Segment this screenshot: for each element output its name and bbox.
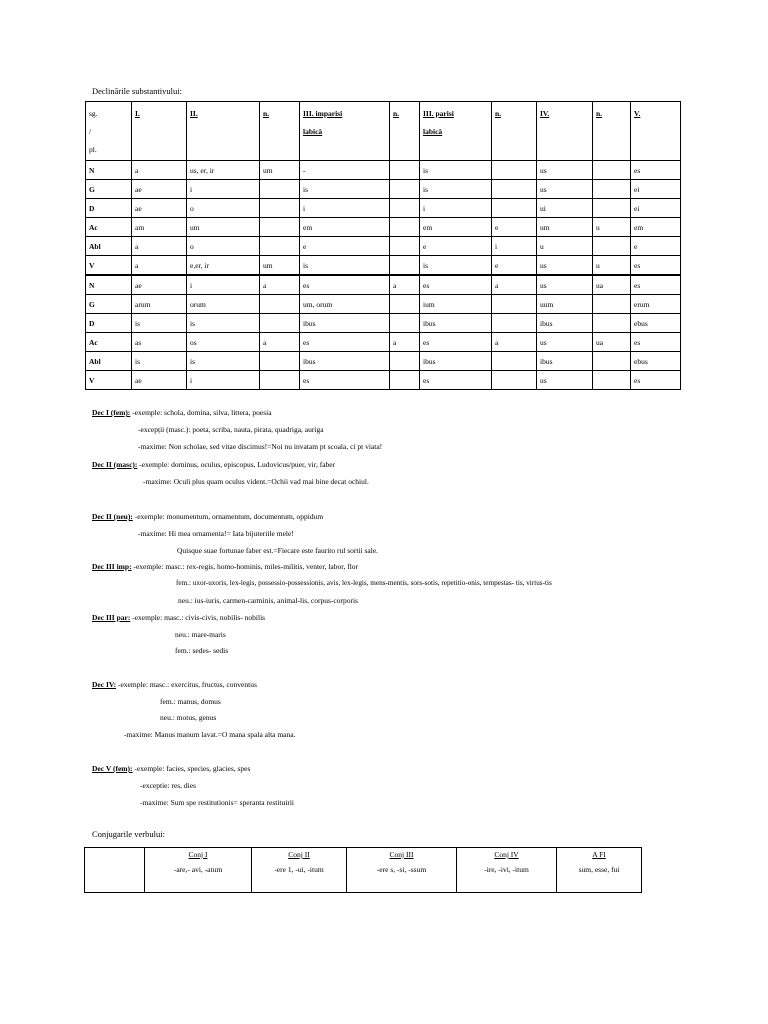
decl-3i-neu: neu.: ius-iuris, carmen-carminis, animal-lis, corpus-corporis: [178, 596, 358, 605]
declension-row: [86, 199, 681, 218]
case-label: N: [86, 161, 132, 180]
declension-title: Declinările substantivului:: [92, 86, 182, 96]
ending-cell: ium: [420, 295, 492, 314]
case-label: Abl: [86, 237, 132, 256]
ending-cell: is: [420, 161, 492, 180]
ending-cell: [390, 161, 420, 180]
ending-cell: [260, 218, 300, 237]
ending-cell: is: [187, 352, 260, 371]
ending-cell: e: [300, 237, 390, 256]
conjugation-cell: [457, 848, 557, 893]
decl-1-label: Dec I (fem):: [92, 408, 131, 417]
case-label: V: [86, 371, 132, 390]
decl-5-examples: -exemple: facies, species, glacies, spes: [132, 764, 251, 773]
case-label: Abl: [86, 352, 132, 371]
ending-cell: [390, 237, 420, 256]
ending-cell: a: [492, 275, 537, 295]
ending-cell: e: [492, 256, 537, 276]
conjugation-cell: [252, 848, 347, 893]
ending-cell: [593, 237, 631, 256]
declension-header-cell: [593, 102, 631, 161]
ending-cell: a: [390, 275, 420, 295]
ending-cell: ibus: [537, 352, 593, 371]
declension-header-row: [86, 102, 681, 161]
ending-cell: is: [132, 352, 187, 371]
declension-header-text: III. imparisi: [303, 109, 343, 118]
ending-cell: es: [631, 333, 681, 352]
conjugation-cell: [557, 848, 642, 893]
ending-cell: a: [132, 237, 187, 256]
case-label: G: [86, 180, 132, 199]
declension-header-cell: [260, 102, 300, 161]
ending-cell: a: [390, 333, 420, 352]
ending-cell: a: [260, 275, 300, 295]
decl-4-maxim: -maxime: Manus manum lavat.=O mana spala alta mana.: [124, 730, 296, 739]
ending-cell: es: [300, 333, 390, 352]
ending-cell: o: [187, 237, 260, 256]
conjugation-head: Conj IV: [494, 850, 519, 859]
ending-cell: [492, 199, 537, 218]
conjugation-head: Conj I: [188, 850, 208, 859]
declension-header-text: n.: [495, 109, 502, 118]
conjugation-cell: [145, 848, 252, 893]
conjugation-table: [84, 847, 642, 893]
ending-cell: i: [300, 199, 390, 218]
decl-3i-label: Dec III imp:: [92, 562, 132, 571]
ending-cell: ibus: [420, 314, 492, 333]
ending-cell: is: [300, 256, 390, 276]
ending-cell: ebus: [631, 352, 681, 371]
decl-4-notes: [92, 680, 257, 689]
decl-2m-maxim: -maxime: Oculi plus quam oculus vident.=Ochii vad mai bine decat ochiul.: [143, 477, 369, 486]
declension-header-cell: [631, 102, 681, 161]
declension-header-text: n.: [263, 109, 270, 118]
ending-cell: i: [187, 180, 260, 199]
ending-cell: erum: [631, 295, 681, 314]
ending-cell: is: [420, 256, 492, 276]
decl-2m-notes: [92, 460, 335, 469]
ending-cell: [260, 371, 300, 390]
ending-cell: e: [492, 218, 537, 237]
ending-cell: ae: [132, 371, 187, 390]
ending-cell: [593, 295, 631, 314]
conjugation-cell: [347, 848, 457, 893]
case-label: Ac: [86, 218, 132, 237]
decl-4-neu: neu.: motus, genus: [160, 713, 217, 722]
ending-cell: a: [132, 256, 187, 276]
ending-cell: arum: [132, 295, 187, 314]
declension-header-cell: [132, 102, 187, 161]
declension-header-text: pl.: [89, 145, 97, 154]
conjugation-endings: -ire, -ivi, -itum: [484, 865, 529, 874]
decl-5-exception: -exceptie: res, dies: [140, 781, 197, 790]
decl-4-label: Dec IV:: [92, 680, 117, 689]
ending-cell: em: [420, 218, 492, 237]
declension-header-cell: [537, 102, 593, 161]
ending-cell: es: [631, 371, 681, 390]
ending-cell: ibus: [537, 314, 593, 333]
declension-row: [86, 295, 681, 314]
ending-cell: [260, 237, 300, 256]
ending-cell: [390, 256, 420, 276]
ending-cell: i: [187, 371, 260, 390]
conjugation-endings: sum, esse, fui: [578, 865, 620, 874]
decl-2n-examples: -exemple: monumentum, ornamentum, documentum, oppidum: [132, 512, 324, 521]
ending-cell: as: [132, 333, 187, 352]
ending-cell: [593, 180, 631, 199]
ending-cell: [492, 295, 537, 314]
ending-cell: [390, 371, 420, 390]
ending-cell: ua: [593, 333, 631, 352]
ending-cell: em: [300, 218, 390, 237]
ending-cell: ibus: [300, 314, 390, 333]
declension-table: [85, 101, 681, 390]
declension-row: [86, 256, 681, 276]
ending-cell: ae: [132, 180, 187, 199]
ending-cell: [390, 218, 420, 237]
ending-cell: es: [420, 275, 492, 295]
declension-header-cell: [492, 102, 537, 161]
declension-header-cell: [390, 102, 420, 161]
conjugation-title: Conjugarile verbului:: [92, 829, 165, 839]
ending-cell: ei: [631, 180, 681, 199]
decl-1-maxim: -maxime: Non scholae, sed vitae discimus!=Noi nu invatam pt scoala, ci pt viata!: [138, 442, 383, 451]
ending-cell: es: [631, 275, 681, 295]
case-label: V: [86, 256, 132, 276]
ending-cell: us: [537, 275, 593, 295]
ending-cell: orum: [187, 295, 260, 314]
ending-cell: [260, 180, 300, 199]
ending-cell: us: [537, 180, 593, 199]
decl-1-exceptions: -excepții (masc.): poeta, scriba, nauta, pirata, quadriga, auriga: [138, 425, 324, 434]
ending-cell: [260, 314, 300, 333]
case-label: D: [86, 199, 132, 218]
decl-1-examples: -exemple: schola, domina, silva, littera, poesia: [130, 408, 272, 417]
ending-cell: i: [420, 199, 492, 218]
ending-cell: [593, 314, 631, 333]
ending-cell: [492, 371, 537, 390]
ending-cell: es: [631, 256, 681, 276]
decl-3p-examples: -exemple: masc.: civis-civis, nobilis- nobilis: [130, 613, 266, 622]
ending-cell: es: [300, 371, 390, 390]
decl-4-fem: fem.: manus, domus: [160, 697, 221, 706]
ending-cell: e: [420, 237, 492, 256]
ending-cell: ibus: [420, 352, 492, 371]
ending-cell: um: [187, 218, 260, 237]
decl-2n-notes: [92, 512, 323, 521]
decl-3i-notes: [92, 562, 358, 571]
decl-3p-notes: [92, 613, 265, 622]
decl-2n-maxim-2: Quisque suae fortunae faber est.=Fiecare este faurito rul sortii sale.: [177, 546, 379, 555]
ending-cell: os: [187, 333, 260, 352]
ending-cell: [492, 161, 537, 180]
ending-cell: i: [187, 275, 260, 295]
ending-cell: ae: [132, 275, 187, 295]
declension-header-text: IV.: [540, 109, 550, 118]
ending-cell: es: [631, 161, 681, 180]
ending-cell: um: [260, 161, 300, 180]
declension-row: [86, 180, 681, 199]
declension-row: [86, 218, 681, 237]
declension-header-text: V.: [634, 109, 641, 118]
ending-cell: i: [492, 237, 537, 256]
ending-cell: us: [537, 161, 593, 180]
ending-cell: us, er, ir: [187, 161, 260, 180]
ending-cell: [492, 180, 537, 199]
ending-cell: [593, 161, 631, 180]
declension-header-text: I.: [135, 109, 140, 118]
conjugation-head: A FI: [592, 850, 606, 859]
declension-header-cell: [86, 102, 132, 161]
declension-header-text: labică: [423, 127, 443, 136]
ending-cell: [260, 295, 300, 314]
decl-5-maxim: -maxime: Sum spe restitutionis= speranta restituirii: [140, 798, 294, 807]
conjugation-head: Conj II: [288, 850, 310, 859]
ending-cell: [492, 352, 537, 371]
ending-cell: -: [300, 161, 390, 180]
ending-cell: us: [537, 256, 593, 276]
ending-cell: [390, 295, 420, 314]
ending-cell: [390, 180, 420, 199]
ending-cell: u: [593, 256, 631, 276]
ending-cell: em: [631, 218, 681, 237]
ending-cell: [593, 371, 631, 390]
decl-2m-label: Dec II (masc):: [92, 460, 138, 469]
declension-header-cell: [300, 102, 390, 161]
declension-header-text: labică: [303, 127, 323, 136]
decl-3p-label: Dec III par:: [92, 613, 131, 622]
ending-cell: a: [132, 161, 187, 180]
ending-cell: a: [260, 333, 300, 352]
ending-cell: am: [132, 218, 187, 237]
declension-header-text: III. parisi: [423, 109, 454, 118]
declension-header-text: /: [89, 127, 92, 136]
ending-cell: is: [187, 314, 260, 333]
ending-cell: [390, 199, 420, 218]
ending-cell: [390, 314, 420, 333]
declension-header-text: II.: [190, 109, 198, 118]
decl-5-notes: [92, 764, 250, 773]
conjugation-cell: [85, 848, 145, 893]
decl-1-notes: [92, 408, 272, 417]
declension-header-cell: [420, 102, 492, 161]
ending-cell: o: [187, 199, 260, 218]
conjugation-endings: -ere s, -si, -ssum: [376, 865, 427, 874]
ending-cell: es: [300, 275, 390, 295]
ending-cell: [260, 199, 300, 218]
ending-cell: es: [420, 333, 492, 352]
decl-2m-examples: -exemple: dominus, oculus, episcopus, Ludovicus/puer, vir, faber: [137, 460, 336, 469]
ending-cell: is: [420, 180, 492, 199]
ending-cell: us: [537, 371, 593, 390]
declension-header-cell: [187, 102, 260, 161]
case-label: N: [86, 275, 132, 295]
decl-3i-fem: fem.: uxor-uxoris, lex-legis, possessio-possessionis, avis, lex-legis, mens-mentis, sors-sotis, repetitio-onis, tempestas- tis, virtus-tis: [176, 579, 552, 587]
ending-cell: [593, 352, 631, 371]
decl-5-label: Dec V (fem):: [92, 764, 133, 773]
ending-cell: us: [537, 333, 593, 352]
ending-cell: ae: [132, 199, 187, 218]
conjugation-head: Conj III: [389, 850, 414, 859]
ending-cell: uum: [537, 295, 593, 314]
decl-4-examples: -exemple: masc.: exercitus, fructus, conventus: [116, 680, 257, 689]
decl-3p-fem: fem.: sedes- sedis: [175, 646, 229, 655]
declension-header-text: sg.: [89, 109, 98, 118]
conjugation-endings: -are,- avi, -atum: [173, 865, 223, 874]
decl-2n-label: Dec II (neu):: [92, 512, 133, 521]
ending-cell: e,er, ir: [187, 256, 260, 276]
ending-cell: [260, 352, 300, 371]
ending-cell: [492, 314, 537, 333]
ending-cell: is: [300, 180, 390, 199]
decl-2n-maxim: -maxime: Hi mea ornamenta!= Iata bijuteriile mele!: [138, 529, 294, 538]
declension-row: [86, 352, 681, 371]
ending-cell: u: [593, 218, 631, 237]
decl-3i-examples: -exemple: masc.: rex-regis, homo-hominis, miles-militis, venter, labor, flor: [131, 562, 359, 571]
declension-row: [86, 275, 681, 295]
ending-cell: u: [537, 237, 593, 256]
ending-cell: um: [537, 218, 593, 237]
conjugation-endings: -ere 1, -ui, -itum: [274, 865, 324, 874]
declension-header-text: n.: [393, 109, 400, 118]
decl-3p-neu: neu.: mare-maris: [175, 630, 226, 639]
ending-cell: [390, 352, 420, 371]
ending-cell: is: [132, 314, 187, 333]
case-label: G: [86, 295, 132, 314]
case-label: Ac: [86, 333, 132, 352]
ending-cell: ei: [631, 199, 681, 218]
ending-cell: ebus: [631, 314, 681, 333]
declension-header-text: n.: [596, 109, 603, 118]
ending-cell: ua: [593, 275, 631, 295]
ending-cell: es: [420, 371, 492, 390]
declension-row: [86, 314, 681, 333]
ending-cell: a: [492, 333, 537, 352]
declension-row: [86, 161, 681, 180]
ending-cell: [593, 199, 631, 218]
ending-cell: ui: [537, 199, 593, 218]
declension-row: [86, 237, 681, 256]
ending-cell: um, orum: [300, 295, 390, 314]
ending-cell: ibus: [300, 352, 390, 371]
case-label: D: [86, 314, 132, 333]
ending-cell: e: [631, 237, 681, 256]
declension-row: [86, 333, 681, 352]
declension-row: [86, 371, 681, 390]
ending-cell: um: [260, 256, 300, 276]
